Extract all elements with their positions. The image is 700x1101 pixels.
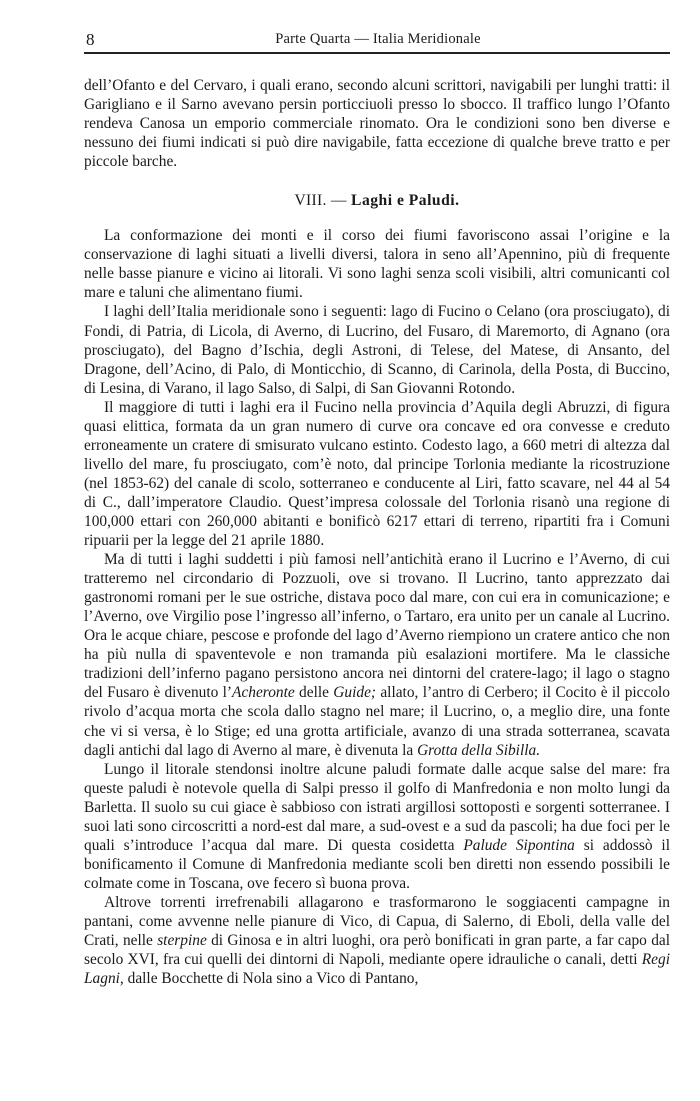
section-heading bbox=[84, 191, 670, 210]
paragraph-6 bbox=[84, 893, 670, 988]
paragraph-3: Il maggiore di tutti i laghi era il Fucino nella provincia d’Aquila degli Abruzzi, di figura quasi elittica, formata da un gran numero di curve ora concave ed ora convesse e creduto erroneamente un cratere di smisurato vulcano estinto. Codesto lago, a 660 metri di altezza dal livello del mare, fu prosciugato, com’è noto, dal principe Torlonia mediante la ricostruzione (nel 1853-62) del canale di scolo, sotterraneo e conducente al Liri, fatto scavare, nel 44 al 54 di C., dall’imperatore Claudio. Quest’impresa colossale del Torlonia risanò una regione di 100,000 ettari con 260,000 abitanti e bonificò 6217 ettari di terreno, ripartiti fra i Comuni ripuarii per la legge del 21 aprile 1880. bbox=[84, 398, 670, 550]
paragraph-4 bbox=[84, 550, 670, 760]
paragraph-4-text-c: allato, l’antro di Cerbero; il Cocito è il piccolo rivolo d’acqua morta che scola dallo stagno nel mare; il Lucrino, o, a meglio dire, una fonte che vi si versa, è lo Stige; ed una grotta artificiale, avanzo di una strada sotterranea, scavata dagli antichi dal lago di Averno al mare, è divenuta la bbox=[84, 684, 670, 759]
page-number: 8 bbox=[86, 30, 95, 49]
section-number: VIII. — bbox=[294, 192, 347, 210]
italic-palude-sipontina: Palude Sipontina bbox=[463, 836, 575, 854]
paragraph-1: La conformazione dei monti e il corso dei fiumi favoriscono assai l’origine e la conservazione di laghi situati a livelli diversi, talora in seno all’Apennino, più di frequente nelle basse pianure e vicino ai litorali. Vi sono laghi senza scoli visibili, altri comunicanti col mare e taluni che alimentano fiumi. bbox=[84, 227, 670, 302]
running-title: Parte Quarta — Italia Meridionale bbox=[275, 31, 481, 47]
paragraph-4-text-b: delle bbox=[294, 684, 334, 702]
paragraph-5-text-b: si addossò il bonificamento il Comune di Manfredonia mediante scoli ben diretti non essendo possibili le colmate come in Toscana, ove fecero sì buona prova. bbox=[84, 836, 670, 892]
italic-grotta-sibilla: Grotta della Sibilla. bbox=[417, 741, 541, 759]
italic-acheronte: Acheronte bbox=[232, 684, 295, 702]
paragraph-6-text-a: Altrove torrenti irrefrenabili allagarono e trasformarono le soggiacenti campagne in pantani, come avvenne nelle pianure di Vico, di Capua, di Salerno, di Eboli, della valle del Crati, nelle bbox=[84, 893, 670, 950]
paragraph-6-text-c: dalle Bocchette di Nola sino a Vico di Pantano, bbox=[123, 970, 419, 988]
paragraph-4-text-a: Ma di tutti i laghi suddetti i più famosi nell’antichità erano il Lucrino e l’Averno, di cui tratteremo nel circondario di Pozzuoli, ove si trovano. Il Lucrino, tanto apprezzato dai gastronomi romani per le sue ostriche, distava poco dal mare, con cui era in comunicazione; e l’Averno, ove Virgilio pose l’ingresso all’inferno, o Tartaro, era unito per un canale al Lucrino. Ora le acque chiare, pescose e profonde del lago d’Averno riempiono un cratere antico che non ha più nulla di spaventevole e non tramanda più esalazioni mortifere. Ma le classiche tradizioni dell’inferno pagano persistono ancora nei dintorni del cratere-lago; il lago o stagno del Fusaro è divenuto l’ bbox=[84, 551, 670, 702]
paragraph-5 bbox=[84, 760, 670, 893]
italic-regi-lagni: Regi Lagni, bbox=[84, 951, 670, 988]
header-rule bbox=[84, 52, 670, 54]
page-body bbox=[84, 76, 670, 988]
italic-sterpine: sterpine bbox=[157, 932, 207, 950]
page-header bbox=[86, 26, 670, 50]
section-title: Laghi e Paludi. bbox=[351, 192, 460, 210]
italic-guide: Guide; bbox=[333, 684, 377, 702]
paragraph-2: I laghi dell’Italia meridionale sono i seguenti: lago di Fucino o Celano (ora prosciugato), di Fondi, di Patria, di Licola, di Averno, di Lucrino, del Fusaro, di Maremorto, di Agnano (ora prosciugato), del Bagno d’Ischia, degli Astroni, di Telese, del Matese, di Ansanto, del Dragone, dell’Acino, di Palo, di Monticchio, di Scanno, di Carinola, della Posta, di Buccino, di Lesina, di Varano, il lago Salso, di Salpi, di San Giovanni Rotondo. bbox=[84, 303, 670, 397]
paragraph-5-text-a: Lungo il litorale stendonsi inoltre alcune paludi formate dalle acque salse del mare: fra queste paludi è notevole quella di Salpi presso il golfo di Manfredonia e non molto lungi da Barletta. Il suolo su cui giace è sabbioso con istrati argillosi sottoposti e sorgenti sotterranee. I suoi lati sono circoscritti a nord-est dal mare, a sud-ovest e a sud da pascoli; ha due foci per le quali s’introduce l’acqua dal mare. Di questa cosidetta bbox=[84, 760, 670, 854]
intro-paragraph: dell’Ofanto e del Cervaro, i quali erano, secondo alcuni scrittori, navigabili per lunghi tratti: il Garigliano e il Sarno avevano persin porticciuoli presso lo sbocco. Il traffico lungo l’Ofanto rendeva Canosa un emporio commerciale rinomato. Ora le condizioni sono ben diverse e nessuno dei fiumi indicati si può dire navigabile, fatta eccezione di qualche breve tratto e per piccole barche. bbox=[84, 77, 670, 171]
paragraph-6-text-b: di Ginosa e in altri luoghi, ora però bonificati in gran parte, a far capo dal secolo XVI, fra cui quelli dei dintorni di Napoli, mediante opere idrauliche o canali, detti bbox=[84, 932, 670, 969]
